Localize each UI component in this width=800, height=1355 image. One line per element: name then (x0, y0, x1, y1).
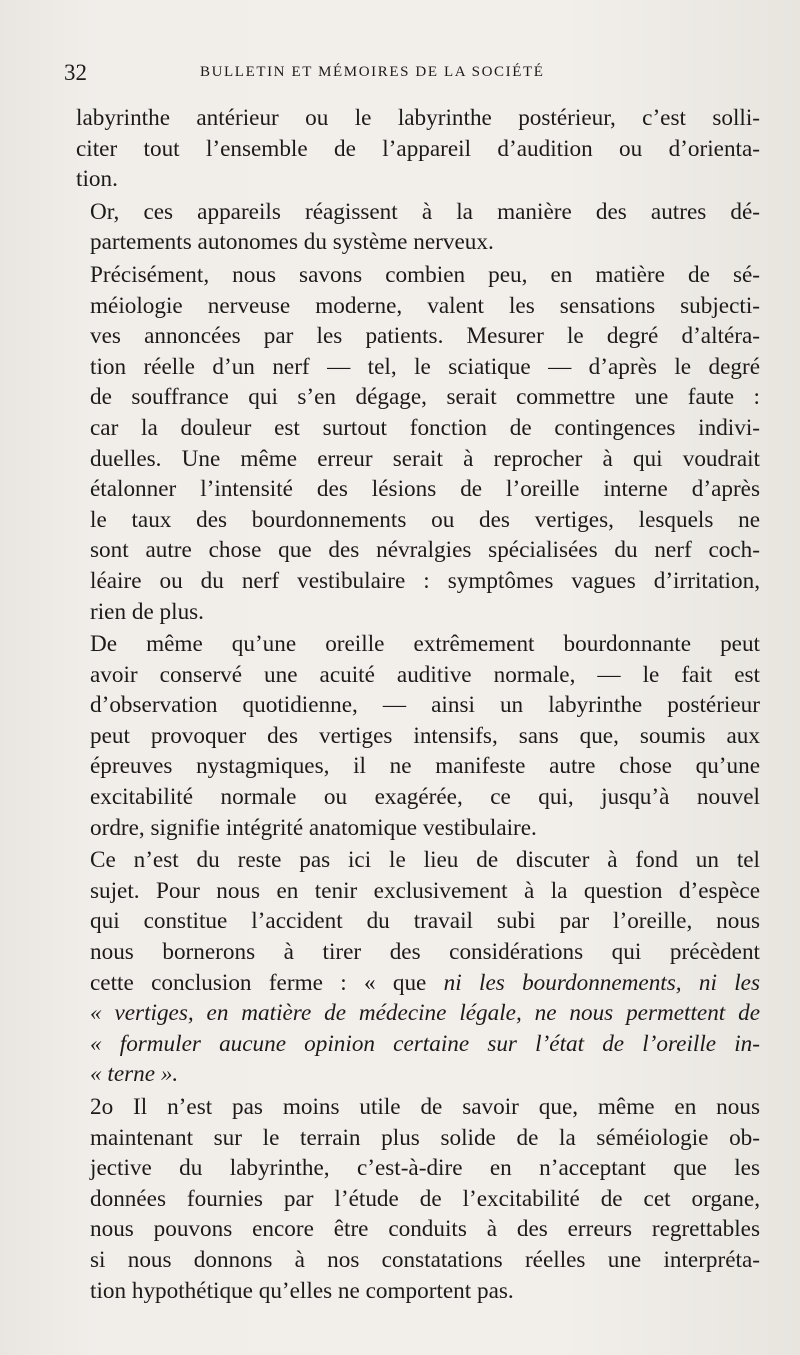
text-line-italic (76, 998, 760, 1029)
text-line: étalonner l’intensité des lésions de l’oreille interne d’après (90, 476, 760, 503)
text-line: qui constitue l’accident du travail subi par l’oreille, nous (90, 908, 760, 935)
paragraph-6 (76, 1092, 760, 1306)
paragraph-5 (76, 845, 760, 1090)
body-text (76, 103, 760, 1308)
text-line: Ce n’est du reste pas ici le lieu de discuter à fond un tel (90, 847, 760, 874)
text-line: excitabilité normale ou exagérée, ce qui, jusqu’à nouvel (90, 784, 760, 811)
text-line: nous bornerons à tirer des considérations qui précèdent (90, 939, 760, 966)
text-line: peut provoquer des vertiges intensifs, sans que, soumis aux (90, 722, 760, 749)
text-line: de souffrance qui s’en dégage, serait commettre une faute : (90, 384, 760, 411)
text-line-italic (76, 1059, 760, 1090)
running-head: BULLETIN ET MÉMOIRES DE LA SOCIÉTÉ (200, 64, 545, 80)
text-line: données fournies par l’étude de l’excitabilité de cet organe, (90, 1185, 760, 1212)
page-header (64, 60, 754, 90)
paragraph-2 (76, 197, 760, 258)
text-line: labyrinthe antérieur ou le labyrinthe postérieur, c’est solli- (76, 105, 760, 131)
text-line: citer tout l’ensemble de l’appareil d’audition ou d’orienta- (76, 135, 760, 162)
text-line: maintenant sur le terrain plus solide de la séméiologie ob- (90, 1124, 760, 1151)
text-line-with-quote (76, 968, 760, 999)
text-line: avoir conservé une acuité auditive normale, — le fait est (90, 661, 760, 688)
text-line: sujet. Pour nous en tenir exclusivement à la question d’espèce (90, 877, 760, 904)
text-line: si nous donnons à nos constatations réelles une interpréta- (90, 1246, 760, 1273)
text-line: Précisément, nous savons combien peu, en matière de sé- (90, 261, 760, 288)
quoted-italic: ni les bourdonnements, ni les (443, 969, 760, 996)
paragraph-4 (76, 629, 760, 843)
text-line: Or, ces appareils réagissent à la manière des autres dé- (90, 198, 760, 225)
text-line: épreuves nystagmiques, il ne manifeste autre chose qu’une (90, 753, 760, 780)
quoted-italic: « terne ». (90, 1061, 179, 1088)
text-line: sont autre chose que des névralgies spécialisées du nerf coch- (90, 537, 760, 564)
paragraph-3 (76, 260, 760, 627)
quoted-italic: « formuler aucune opinion certaine sur l’état de l’oreille in- (90, 1030, 760, 1057)
text-line: jective du labyrinthe, c’est-à-dire en n’acceptant que les (90, 1155, 760, 1182)
quoted-italic: « vertiges, en matière de médecine légale, ne nous permettent de (90, 1000, 760, 1027)
text-line: car la douleur est surtout fonction de contingences indivi- (90, 414, 760, 441)
paragraph-1 (76, 103, 760, 195)
text-line: le taux des bourdonnements ou des vertiges, lesquels ne (90, 506, 760, 533)
text-line: duelles. Une même erreur serait à reprocher à qui voudrait (90, 445, 760, 472)
text-line: 2o Il n’est pas moins utile de savoir que, même en nous (90, 1094, 760, 1120)
text-line-italic (76, 1029, 760, 1060)
text-line: tion réelle d’un nerf — tel, le sciatique — d’après le degré (90, 353, 760, 380)
page-number: 32 (64, 60, 87, 85)
text-line: tion. (76, 166, 118, 193)
text-line: nous pouvons encore être conduits à des erreurs regrettables (90, 1216, 760, 1243)
text-line: méiologie nerveuse moderne, valent les sensations subjecti- (90, 292, 760, 319)
text-line: léaire ou du nerf vestibulaire : symptômes vagues d’irritation, (90, 567, 760, 594)
text-line: partements autonomes du système nerveux. (90, 229, 494, 256)
text-line: d’observation quotidienne, — ainsi un labyrinthe postérieur (90, 692, 760, 719)
text-line: De même qu’une oreille extrêmement bourdonnante peut (90, 631, 760, 658)
text-line: ordre, signifie intégrité anatomique vestibulaire. (90, 814, 537, 841)
text-line: rien de plus. (90, 598, 204, 625)
text-line: ves annoncées par les patients. Mesurer le degré d’altéra- (90, 323, 760, 350)
text-segment: cette conclusion ferme : « que (90, 969, 444, 996)
text-line: tion hypothétique qu’elles ne comportent pas. (90, 1277, 514, 1304)
